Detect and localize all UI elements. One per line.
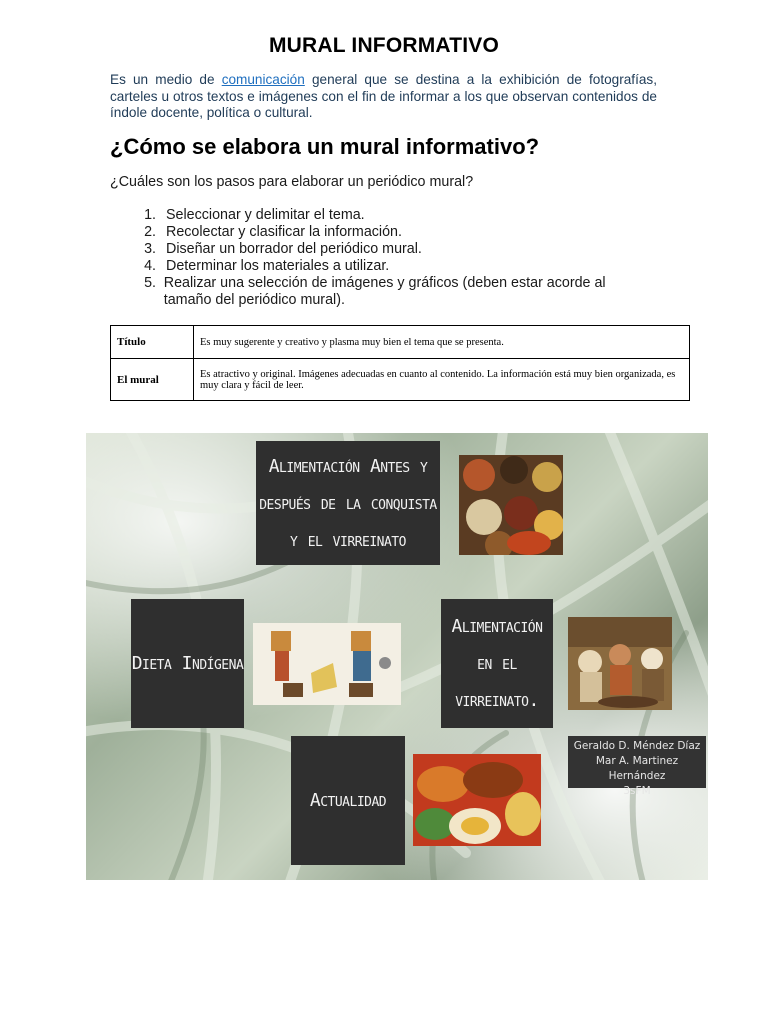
comunicacion-link[interactable]: comunicación: [221, 72, 305, 87]
list-item: [110, 258, 650, 275]
rubric-table: [110, 325, 690, 401]
credit-line: Mar A. Martinez Hernández: [595, 755, 679, 782]
rubric-description: Es atractivo y original. Imágenes adecuadas en cuanto al contenido. La información está muy bien organizada, es muy clara y fácil de leer.: [194, 359, 690, 401]
mural-image: [86, 433, 708, 880]
document-title: MURAL INFORMATIVO: [268, 34, 500, 57]
step-number: 5.: [144, 275, 156, 291]
list-item: [110, 275, 650, 309]
rubric-description: Es muy sugerente y creativo y plasma muy bien el tema que se presenta.: [194, 326, 690, 359]
step-text: Realizar una selección de imágenes y gráficos (deben estar acorde al tamaño del periódico mural).: [163, 275, 606, 308]
actualidad-box: [291, 736, 405, 865]
step-number: 3.: [144, 241, 156, 257]
steps-list: [110, 207, 650, 309]
actualidad-label: Actualidad: [309, 790, 387, 811]
intro-text-before: Es un medio de: [110, 72, 222, 87]
section-heading: ¿Cómo se elabora un mural informativo?: [110, 134, 540, 159]
list-item: [110, 224, 650, 241]
step-text: Recolectar y clasificar la información.: [166, 224, 402, 240]
intro-text-after: general que se destina a la exhibición de fotografías, carteles u otros textos e imágenes con el fin de informar a los que observan contenidos de índole docente, política o cultural.: [110, 72, 657, 120]
food-photo-spices: [459, 455, 563, 555]
virreinato-line: virreinato.: [455, 690, 539, 711]
credits-box: [568, 736, 706, 797]
codex-illustration: [253, 623, 401, 705]
virreinato-line: en el: [477, 653, 517, 674]
virreinato-line: Alimentación: [451, 616, 543, 637]
modern-food-photo: [413, 754, 541, 846]
credit-line: Geraldo D. Méndez Díaz: [573, 740, 701, 752]
list-item: [110, 207, 650, 224]
step-text: Seleccionar y delimitar el tema.: [166, 207, 365, 223]
mural-title-line: y el virreinato: [290, 529, 406, 551]
step-number: 4.: [144, 258, 156, 274]
steps-question: ¿Cuáles son los pasos para elaborar un periódico mural?: [110, 174, 474, 190]
mural-title-box: [256, 441, 440, 565]
table-row: [111, 326, 690, 359]
virreinato-box: [441, 599, 553, 728]
step-text: Determinar los materiales a utilizar.: [166, 258, 390, 274]
painting-photo: [568, 617, 672, 710]
rubric-label: Título: [111, 326, 194, 359]
list-item: [110, 241, 650, 258]
intro-paragraph: [110, 72, 657, 122]
mural-title-line: después de la conquista: [259, 492, 437, 514]
mural-title-line: Alimentación Antes y: [268, 455, 428, 477]
step-number: 2.: [144, 224, 156, 240]
table-row: [111, 359, 690, 401]
step-number: 1.: [144, 207, 156, 223]
dieta-indigena-label: Dieta Indígena: [131, 653, 244, 674]
rubric-label: El mural: [111, 359, 194, 401]
dieta-indigena-box: [131, 599, 244, 728]
credit-line: 3sFM: [623, 785, 651, 797]
step-text: Diseñar un borrador del periódico mural.: [166, 241, 422, 257]
